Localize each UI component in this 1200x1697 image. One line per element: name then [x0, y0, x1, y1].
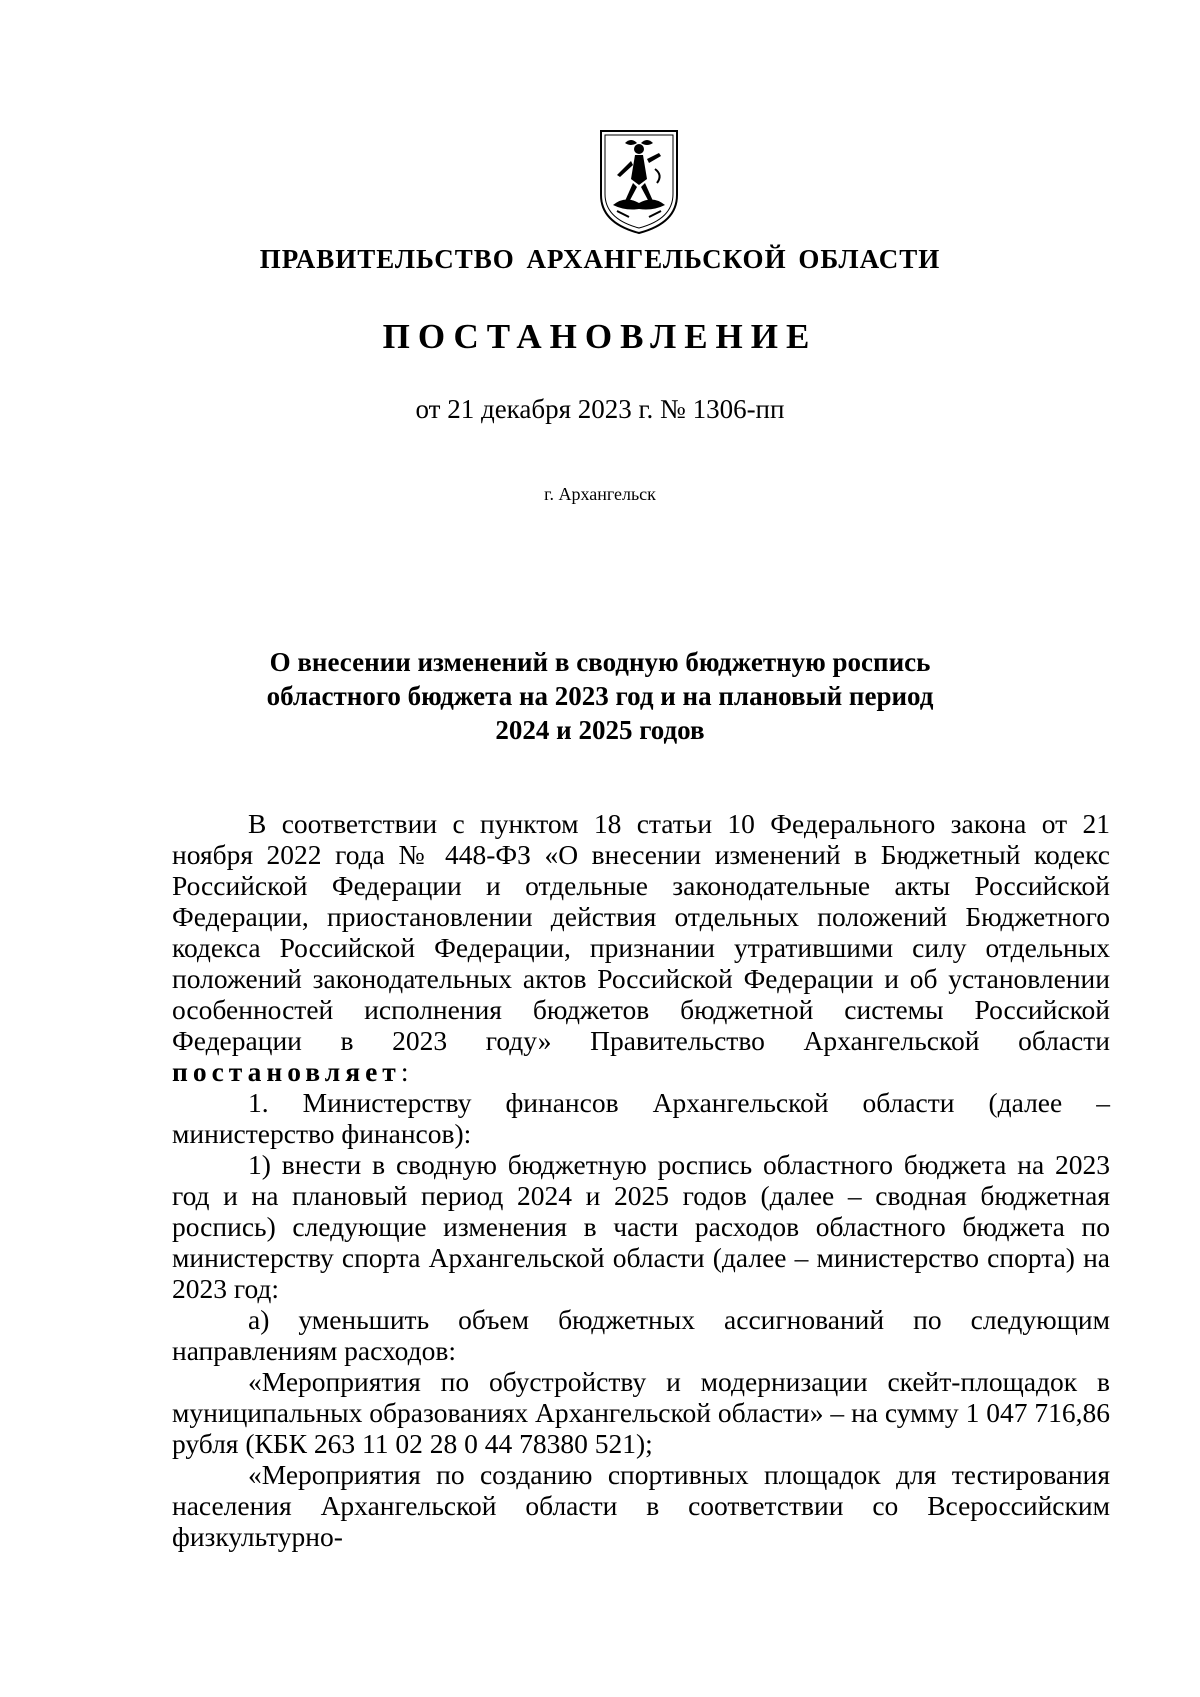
preamble-text: В соответствии с пунктом 18 статьи 10 Федерального закона от 21 ноября 2022 года № 448-ФЗ «О внесении изменений в Бюджетный кодекс Российской Федерации и отдельные законодательные акты Российской Федерации, приостановлении действия отдельных положений Бюджетного кодекса Российской Федерации, признании утратившими силу отдельных положений законодательных актов Российской Федерации и об установлении особенностей исполнения бюджетов бюджетной системы Российской Федерации в 2023 году» Правительство Архангельской области: [172, 808, 1110, 1056]
city-name: г. Архангельск: [544, 484, 656, 504]
resolves-colon: :: [400, 1056, 409, 1087]
paragraph-preamble: [172, 808, 1110, 1087]
paragraph-subitem-1: 1) внести в сводную бюджетную роспись областного бюджета на 2023 год и на плановый период 2024 и 2025 годов (далее – сводная бюджетная роспись) следующие изменения в части расходов областного бюджета по министерству спорта Архангельской области (далее – министерство спорта) на 2023 год:: [172, 1149, 1110, 1304]
coat-of-arms-emblem: [595, 125, 683, 237]
paragraph-expense-skate: «Мероприятия по обустройству и модернизации скейт-площадок в муниципальных образованиях Архангельской области» – на сумму 1 047 716,86 рубля (КБК 263 11 02 28 0 44 78380 521);: [172, 1366, 1110, 1459]
title-line: 2024 и 2025 годов: [495, 715, 705, 745]
paragraph-subitem-a: а) уменьшить объем бюджетных ассигнований по следующим направлениям расходов:: [172, 1304, 1110, 1366]
resolves-word: постановляет: [172, 1056, 401, 1087]
paragraph-expense-sports: «Мероприятия по созданию спортивных площадок для тестирования населения Архангельской области в соответствии со Всероссийским физкультурно-: [172, 1459, 1110, 1552]
document-type: ПОСТАНОВЛЕНИЕ: [382, 317, 818, 356]
document-title: [0, 645, 1200, 747]
paragraph-item-1: 1. Министерству финансов Архангельской области (далее – министерство финансов):: [172, 1087, 1110, 1149]
title-line: областного бюджета на 2023 год и на плановый период: [266, 681, 934, 711]
date-and-number: от 21 декабря 2023 г. № 1306-пп: [415, 394, 785, 424]
government-name: ПРАВИТЕЛЬСТВО АРХАНГЕЛЬСКОЙ ОБЛАСТИ: [259, 244, 941, 274]
title-line: О внесении изменений в сводную бюджетную роспись: [269, 647, 931, 677]
document-body: [172, 808, 1110, 1552]
